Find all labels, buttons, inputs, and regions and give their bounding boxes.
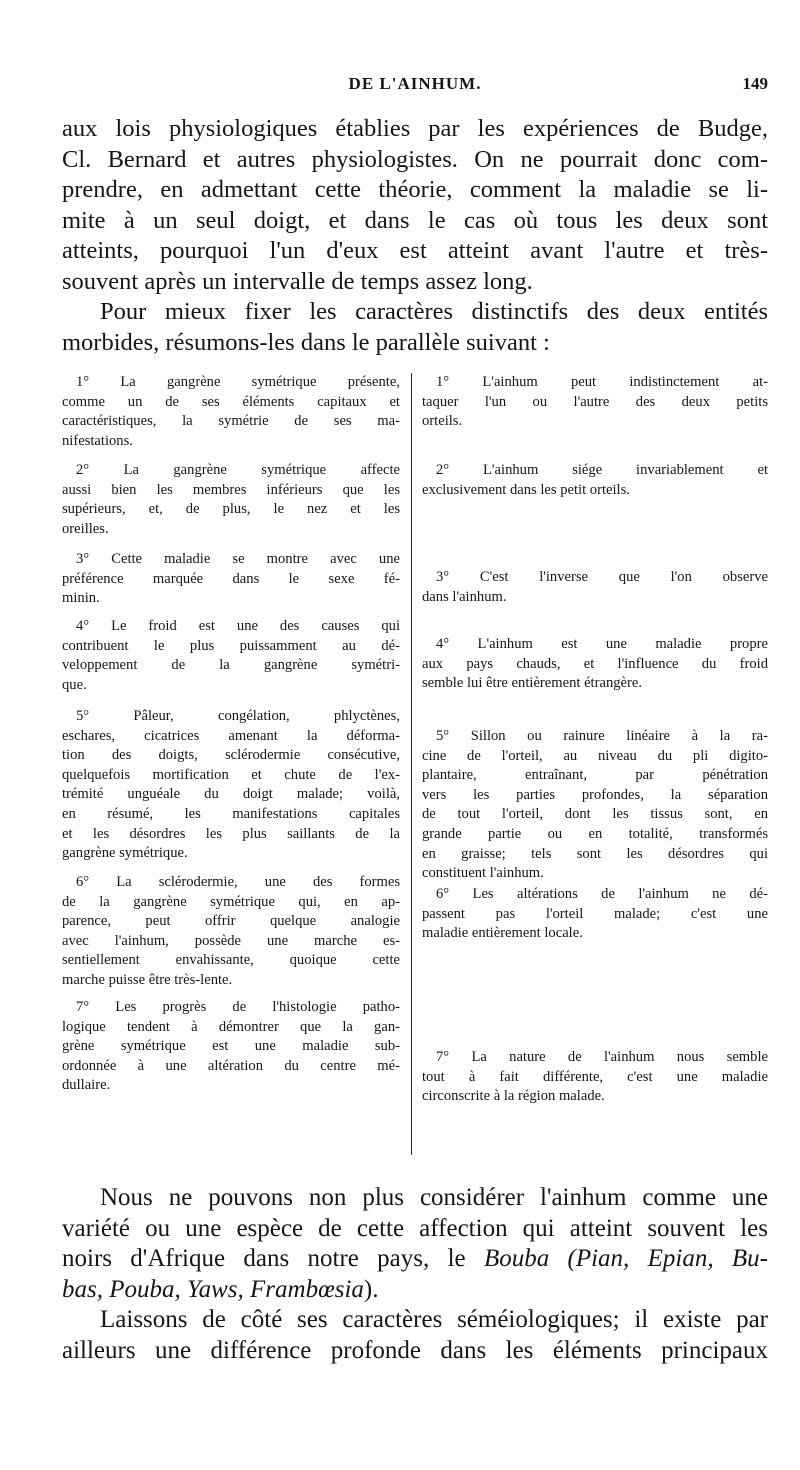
comparison-item <box>62 550 400 609</box>
text-line: Pour mieux fixer les caractères distinctifs des deux entités <box>100 298 768 325</box>
text-line: 2° L'ainhum siége invariablement et <box>436 462 768 478</box>
text-line: de tout l'orteil, dont les tissus sont, en <box>422 806 768 823</box>
transition-paragraph <box>62 297 768 358</box>
text-line: avec l'ainhum, possède une marche es- <box>62 932 400 949</box>
intro-paragraph <box>62 114 768 297</box>
text-segment: noirs d'Afrique dans notre pays, le <box>62 1245 484 1272</box>
text-line: 6° Les altérations de l'ainhum ne dé- <box>436 886 768 902</box>
text-line: 2° La gangrène symétrique affecte <box>76 462 400 478</box>
text-line: maladie entièrement locale. <box>422 925 583 942</box>
text-line: constituent l'ainhum. <box>422 865 544 882</box>
text-line: passent pas l'orteil malade; c'est une <box>422 905 768 922</box>
text-line: atteints, pourquoi l'un d'eux est atteint avant l'autre et très- <box>62 237 768 264</box>
comparison-item <box>62 617 400 695</box>
text-line: dans l'ainhum. <box>422 588 507 605</box>
text-line: grène symétrique est une maladie sub- <box>62 1038 400 1055</box>
text-line: 1° La gangrène symétrique présente, <box>76 374 400 390</box>
comparison-item <box>62 873 400 991</box>
text-line: 1° L'ainhum peut indistinctement at- <box>436 374 768 390</box>
text-line: Cl. Bernard et autres physiologistes. On ne pourrait donc com- <box>62 145 768 173</box>
comparison-item <box>422 885 768 944</box>
comparison-item <box>422 635 768 694</box>
text-line: 3° Cette maladie se montre avec une <box>76 551 400 567</box>
text-line: 6° La sclérodermie, une des formes <box>76 874 400 890</box>
text-line: comme un de ses éléments capitaux et <box>62 393 400 410</box>
text-line: caractéristiques, la symétrie de ses ma- <box>62 413 400 430</box>
text-line: trémité unguéale du doigt malade; voilà, <box>62 786 400 803</box>
comparison-item <box>62 461 400 539</box>
text-line: grande partie ou en totalité, transformés <box>422 825 768 842</box>
text-line: variété ou une espèce de cette affection qui atteint souvent les <box>62 1214 768 1242</box>
comparison-item <box>422 1048 768 1107</box>
text-line: Laissons de côté ses caractères séméiologiques; il existe par <box>100 1306 768 1333</box>
text-line <box>62 1275 768 1306</box>
page-number: 149 <box>742 74 768 93</box>
text-line: 5° Sillon ou rainure linéaire à la ra- <box>436 728 768 744</box>
text-line: marche puisse être très-lente. <box>62 971 233 988</box>
text-line: parence, peut offrir quelque analogie <box>62 913 400 930</box>
text-line: en graisse; tels sont les désordres qui <box>422 845 768 862</box>
text-line: circonscrite à la région malade. <box>422 1088 605 1105</box>
italic-term: bas, Pouba, Yaws, Frambœsia <box>62 1275 364 1303</box>
text-line: 4° L'ainhum est une maladie propre <box>436 636 768 652</box>
text-line: 7° La nature de l'ainhum nous semble <box>436 1049 768 1065</box>
text-line: cine de l'orteil, au niveau du pli digito- <box>422 747 768 764</box>
text-line: en résumé, les manifestations capitales <box>62 805 400 822</box>
text-line: aux lois physiologiques établies par les expériences de Budge, <box>62 115 768 142</box>
text-line: taquer l'un ou l'autre des deux petits <box>422 393 768 410</box>
text-line: ordonnée à une altération du centre mé- <box>62 1057 400 1074</box>
text-line: nifestations. <box>62 432 133 449</box>
comparison-item <box>422 568 768 607</box>
text-line: 5° Pâleur, congélation, phlyctènes, <box>76 708 400 724</box>
text-line: morbides, résumons-les dans le parallèle suivant : <box>62 328 550 356</box>
text-line: plantaire, entraînant, par pénétration <box>422 767 768 784</box>
text-line: de la gangrène symétrique qui, en ap- <box>62 893 400 910</box>
text-line: vers les parties profondes, la séparation <box>422 786 768 803</box>
text-segment: ). <box>363 1275 379 1303</box>
comparison-table <box>62 373 768 1158</box>
text-line: eschares, cicatrices amenant la déforma- <box>62 727 400 744</box>
text-line: aux pays chauds, et l'influence du froid <box>422 655 768 672</box>
text-line: supérieurs, et, de plus, le nez et les <box>62 501 400 518</box>
text-line: 7° Les progrès de l'histologie patho- <box>76 999 400 1015</box>
italic-term: Bouba (Pian, Epian, Bu- <box>483 1245 768 1272</box>
comparison-item <box>422 461 768 500</box>
text-line: logique tendent à démontrer que la gan- <box>62 1018 400 1035</box>
text-line: oreilles. <box>62 520 109 537</box>
text-line: quelquefois mortification et chute de l'ex- <box>62 766 400 783</box>
running-head <box>62 74 768 100</box>
text-line: mite à un seul doigt, et dans le cas où tous les deux sont <box>62 206 768 234</box>
text-line: exclusivement dans les petit orteils. <box>422 481 630 498</box>
text-line: dullaire. <box>62 1077 111 1094</box>
column-divider <box>411 373 412 1155</box>
comparison-item <box>422 373 768 432</box>
text-line: semble lui être entièrement étrangère. <box>422 675 643 692</box>
text-line: gangrène symétrique. <box>62 845 188 862</box>
text-line: sentiellement envahissante, quoique cette <box>62 952 400 969</box>
text-line: souvent après un intervalle de temps assez long. <box>62 267 533 295</box>
comparison-item <box>62 373 400 451</box>
text-line: contribuent le plus puissamment au dé- <box>62 637 400 654</box>
comparison-item <box>62 707 400 864</box>
text-line: 4° Le froid est une des causes qui <box>76 618 400 634</box>
running-title: DE L'AINHUM. <box>348 74 482 93</box>
text-line: que. <box>62 676 87 693</box>
text-line: tion des doigts, sclérodermie consécutive, <box>62 747 400 764</box>
text-line: prendre, en admettant cette théorie, comment la maladie se li- <box>62 176 768 203</box>
text-line: et les désordres les plus saillants de la <box>62 825 400 842</box>
text-line: aussi bien les membres inférieurs que les <box>62 481 400 498</box>
comparison-item <box>422 727 768 884</box>
text-line: tout à fait différente, c'est une maladie <box>422 1068 768 1085</box>
closing-paragraphs <box>62 1183 768 1366</box>
text-line <box>62 1244 768 1275</box>
text-line: orteils. <box>422 413 463 430</box>
text-line: préférence marquée dans le sexe fé- <box>62 570 400 587</box>
text-line: 3° C'est l'inverse que l'on observe <box>436 569 768 585</box>
text-line: ailleurs une différence profonde dans les éléments principaux <box>62 1336 768 1364</box>
comparison-item <box>62 998 400 1096</box>
text-line: veloppement de la gangrène symétri- <box>62 657 400 674</box>
text-line: minin. <box>62 590 100 607</box>
text-line: Nous ne pouvons non plus considérer l'ainhum comme une <box>100 1184 768 1211</box>
